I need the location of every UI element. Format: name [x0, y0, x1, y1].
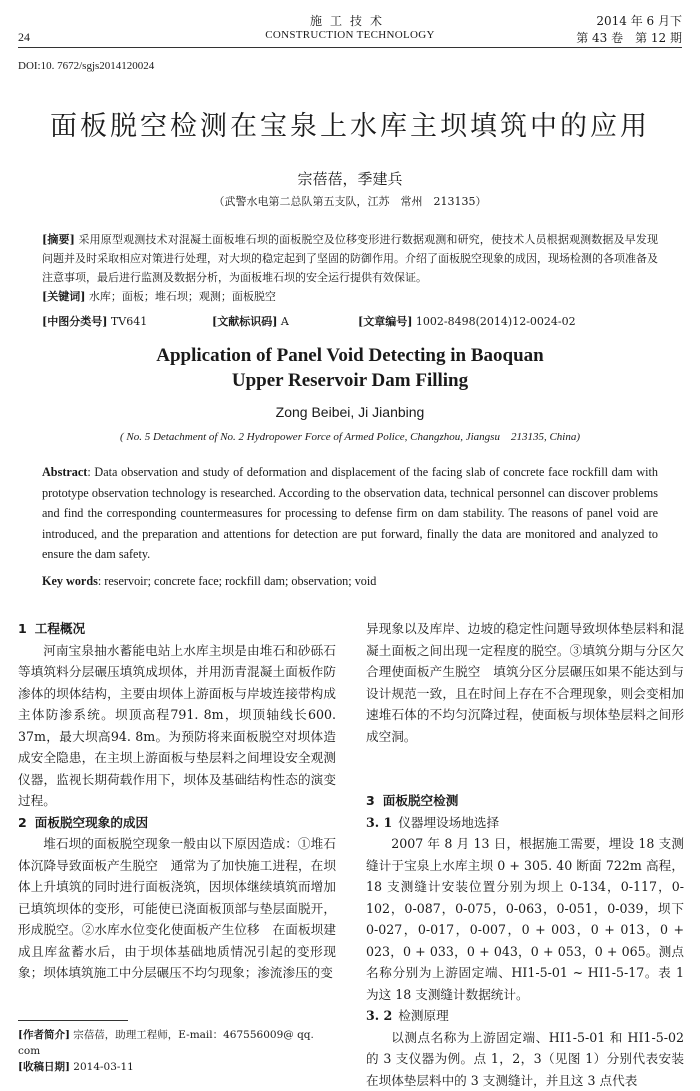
author-bio: [作者简介] 宗蓓蓓，助理工程师，E-mail：467556009@ qq. com: [18, 1027, 336, 1059]
running-header: [0, 0, 700, 46]
footnote: [18, 1020, 336, 1075]
classification-line: [42, 313, 658, 331]
header-rule: [18, 47, 682, 48]
abstract-cn-text: 采用原型观测技术对混凝土面板堆石坝的面板脱空及位移变形进行数据观测和研究，使技术人员根据观测数据及早发现问题并及时采取相应对策进行处理，对大坝的稳定起到了坚固的防御作用。介绍了面板脱空现象的成因，现场检测的各项准备及注意事项，最后进行监测及数据分析，为面板堆石坝的安全运行提供有效保证。: [42, 233, 658, 284]
section-3-1-paragraph: 2007 年 8 月 13 日，根据施工需要，埋设 18 支测缝计于宝泉上水库主坝 0 + 305. 40 断面 722m 高程，18 支测缝计安装位置分别为坝上 0-134，0-117，0-102，0-087，0-075，0-063，0-051，0-039，坝下 0-027，0-017，0-007，0 + 003，0 + 013，0 + 023，0 + 033，0 + 043，0 + 053，0 + 065。测点名称分别为上游固定端、HI1-5-01 ~ HI1-5-17。表 1 为这 18 支测缝计数据统计。: [366, 833, 684, 1005]
abstract-en-text: : Data observation and study of deformation and displacement of the facing slab of concrete face rockfill dam with prototype observation technology is researched. According to the observation data, technical personnel can discover problems and find the corresponding countermeasures for processing to defense firm on dam stability. The reasons of panel void are introduced, and the preparation and attentions for detection are put forward, finally the data are monitored and analyzed to ensure the dam safety.: [42, 465, 658, 561]
journal-name-en: CONSTRUCTION TECHNOLOGY: [0, 29, 700, 41]
keywords-en: [42, 574, 658, 589]
section-3-1-heading: 3. 1 仪器埋设场地选择: [366, 812, 684, 834]
body-column-left: [18, 618, 336, 1029]
section-2-paragraph-continued: 异现象以及库岸、边坡的稳定性问题导致坝体垫层料和混凝土面板之间出现一定程度的脱空。③填筑分期与分区欠合理使面板产生脱空 填筑分区分层碾压如果不能达到与设计规范一致，且在时间上存在不合理现象，则会变相加速堆石体的不均匀沉降过程，使面板与坝体垫层料之间形成空洞。: [366, 618, 684, 790]
article-number: [文章编号] 1002-8498(2014)12-0024-02: [358, 313, 576, 329]
keywords-en-text: : reservoir; concrete face; rockfill dam; observation; void: [98, 574, 377, 588]
journal-name-cn: 施工技术: [0, 12, 700, 29]
section-2-paragraph: 堆石坝的面板脱空现象一般由以下原因造成：①堆石体沉降导致面板产生脱空 通常为了加快施工进程，在坝体上升填筑的同时进行面板浇筑，因坝体继续填筑而增加已填筑坝体的变形，可能使已浇面板顶部与垫层面脱开，形成脱空。②水库水位变化使面板产生位移 在面板坝建成且库盆蓄水后，由于坝体基础地质情况引起的变形现象；坝体填筑施工中分层碾压不均匀现象；渗流渗压的变: [18, 833, 336, 1029]
abstract-en-label: Abstract: [42, 465, 87, 479]
doi: DOI:10. 7672/sgjs2014120024: [18, 60, 154, 72]
section-3-heading: 3 面板脱空检测: [366, 790, 684, 812]
page-number: 24: [18, 30, 30, 45]
abstract-en: [42, 462, 658, 565]
abstract-cn: [42, 230, 658, 306]
issue-date: 2014 年 6 月下: [596, 12, 682, 29]
section-3-2-paragraph: 以测点名称为上游固定端、HI1-5-01 和 HI1-5-02 的 3 支仪器为例。点 1，2，3（见图 1）分别代表安装在坝体垫层料中的 3 支测缝计，并且这 3 点代表: [366, 1027, 684, 1091]
received-date: [收稿日期] 2014-03-11: [18, 1059, 336, 1075]
affiliation-cn: （武警水电第二总队第五支队，江苏 常州 213135）: [0, 193, 700, 209]
section-3-2-heading: 3. 2 检测原理: [366, 1005, 684, 1027]
clc: [中图分类号] TV641: [42, 313, 147, 329]
section-2-heading: 2 面板脱空现象的成因: [18, 812, 336, 834]
footnote-rule: [18, 1020, 128, 1021]
paper-title-cn: 面板脱空检测在宝泉上水库主坝填筑中的应用: [0, 104, 700, 143]
keywords-en-label: Key words: [42, 574, 98, 588]
authors-cn: 宗蓓蓓，季建兵: [0, 168, 700, 189]
paper-title-en: Application of Panel Void Detecting in Baoquan Upper Reservoir Dam Filling: [0, 343, 700, 393]
affiliation-en: ( No. 5 Detachment of No. 2 Hydropower Force of Armed Police, Changzhou, Jiangsu 213135, China): [0, 428, 700, 444]
section-1-paragraph: 河南宝泉抽水蓄能电站上水库主坝是由堆石和砂砾石等填筑料分层碾压填筑成坝体，并用沥青混凝土面板作防渗体的坝体结构，主要由坝体上游面板与岸坡连接带构成主体防渗系统。坝顶高程791. 8m，坝顶轴线长600. 37m，最大坝高94. 8m。为预防将来面板脱空对坝体造成安全隐患，在主坝上游面板与垫层料之间埋设安全观测仪器，监视长期荷载作用下，坝体及基础结构性态的演变过程。: [18, 640, 336, 812]
section-1-heading: 1 工程概况: [18, 618, 336, 640]
keywords-cn-label: [关键词]: [42, 290, 85, 303]
body-column-right: [366, 618, 684, 1091]
keywords-cn-text: 水库；面板；堆石坝；观测；面板脱空: [89, 290, 276, 303]
authors-en: Zong Beibei, Ji Jianbing: [0, 404, 700, 420]
abstract-cn-body: [42, 230, 658, 287]
issue-volume: 第 43 卷 第 12 期: [576, 29, 682, 46]
doc-code: [文献标识码] A: [212, 313, 289, 329]
abstract-cn-label: [摘要]: [42, 233, 75, 246]
keywords-cn: [42, 287, 658, 306]
